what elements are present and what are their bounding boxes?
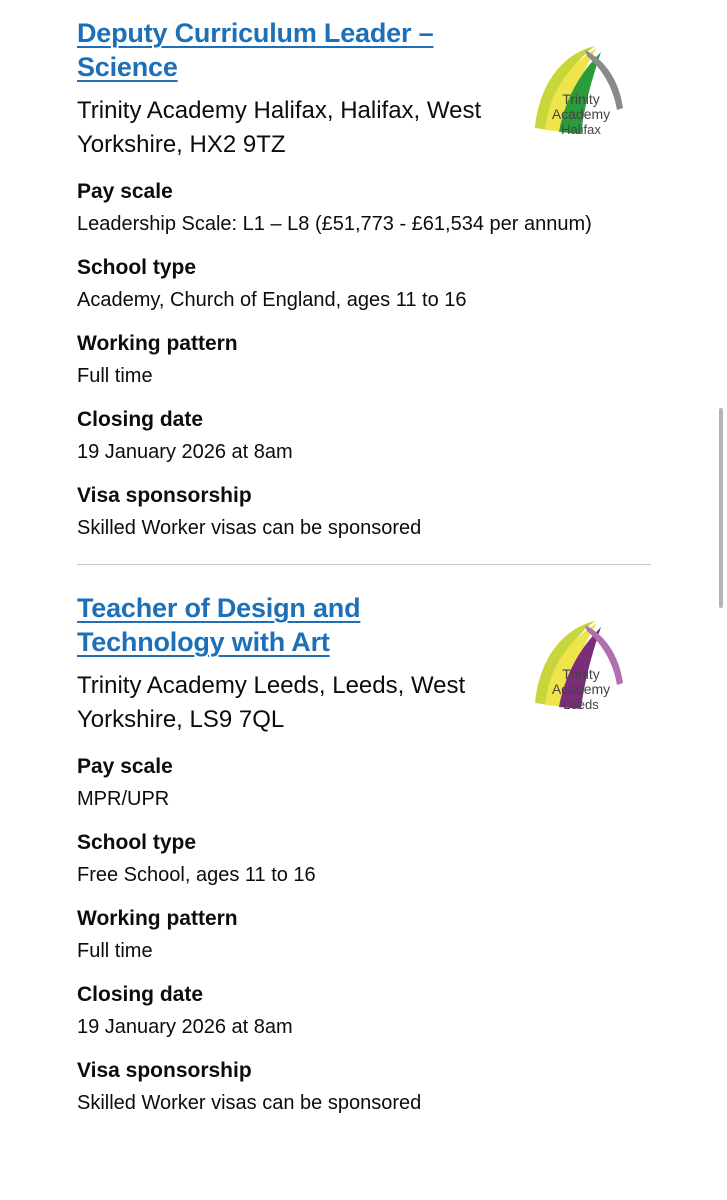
job-title-link[interactable]: Teacher of Design and Technology with Art — [77, 593, 361, 657]
school-logo-line: Academy — [551, 681, 611, 697]
school-logo-line: Trinity — [562, 91, 600, 107]
field-value: 19 January 2026 at 8am — [77, 441, 293, 463]
field-label: Closing date — [77, 408, 204, 431]
school-logo-line: Academy — [551, 106, 611, 122]
field-label: Pay scale — [77, 755, 173, 778]
job-listing — [77, 16, 651, 542]
field-value: Full time — [77, 940, 153, 962]
school-type-field — [77, 829, 651, 889]
school-logo — [531, 611, 627, 719]
field-value: Skilled Worker visas can be sponsored — [77, 1092, 422, 1114]
closing-date-field — [77, 406, 651, 466]
pay-scale-field — [77, 178, 651, 238]
school-type-field — [77, 254, 651, 314]
field-value: MPR/UPR — [77, 788, 170, 810]
field-value: Full time — [77, 365, 153, 387]
field-label: Working pattern — [77, 907, 238, 930]
job-title-link[interactable]: Deputy Curriculum Leader – Science — [77, 18, 434, 82]
job-title-wrapper — [77, 591, 487, 659]
field-label: Closing date — [77, 983, 204, 1006]
page-scrollbar[interactable] — [719, 408, 723, 608]
visa-sponsorship-field — [77, 1057, 651, 1117]
field-label: Visa sponsorship — [77, 484, 252, 507]
field-value: 19 January 2026 at 8am — [77, 1016, 293, 1038]
field-value: Skilled Worker visas can be sponsored — [77, 517, 422, 539]
pay-scale-field — [77, 753, 651, 813]
working-pattern-field — [77, 905, 651, 965]
job-results-list — [77, 16, 651, 1117]
working-pattern-field — [77, 330, 651, 390]
school-logo-text — [533, 667, 629, 712]
school-logo-line: Leeds — [563, 697, 599, 712]
section-divider — [77, 564, 651, 565]
job-location: Trinity Academy Leeds, Leeds, West Yorkshire, LS9 7QL — [77, 672, 466, 733]
closing-date-field — [77, 981, 651, 1041]
school-logo-text — [533, 92, 629, 137]
school-logo — [531, 36, 627, 144]
job-location: Trinity Academy Halifax, Halifax, West Yorkshire, HX2 9TZ — [77, 97, 482, 158]
school-logo-line: Halifax — [561, 122, 601, 137]
field-value: Leadership Scale: L1 – L8 (£51,773 - £61,534 per annum) — [77, 213, 592, 235]
field-label: Pay scale — [77, 180, 173, 203]
job-title-wrapper — [77, 16, 487, 84]
visa-sponsorship-field — [77, 482, 651, 542]
field-label: School type — [77, 831, 197, 854]
field-label: School type — [77, 256, 197, 279]
field-label: Working pattern — [77, 332, 238, 355]
field-value: Free School, ages 11 to 16 — [77, 864, 316, 886]
school-logo-line: Trinity — [562, 666, 600, 682]
field-value: Academy, Church of England, ages 11 to 16 — [77, 289, 467, 311]
job-listing — [77, 591, 651, 1117]
field-label: Visa sponsorship — [77, 1059, 252, 1082]
